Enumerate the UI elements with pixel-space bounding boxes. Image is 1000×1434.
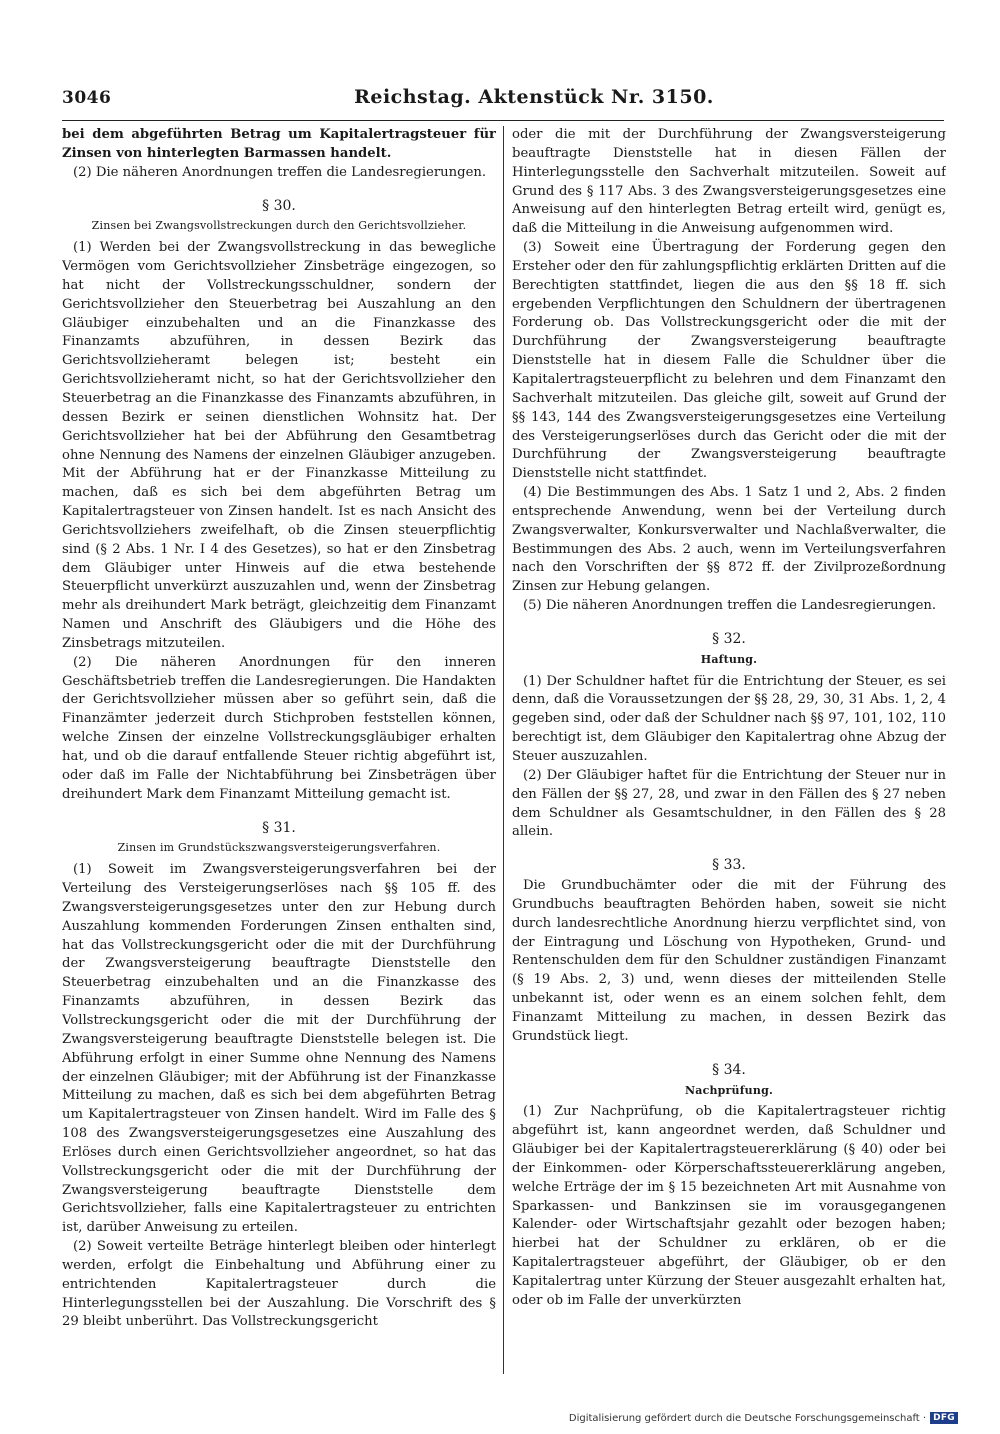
paragraph: (2) Soweit verteilte Beträge hinterlegt bleiben oder hinterlegt werden, erfolgt die Einbehaltung und Abführung einer zu entrichtenden Kapitalertragsteuer durch die Hinterlegungsstellen bei der Auszahlung. Die Vorschrift des § 29 bleibt unberührt. Das Vollstreckungsgericht (62, 1239, 496, 1330)
paragraph: (3) Soweit eine Übertragung der Forderung gegen den Ersteher oder den für zahlungspflichtig erklärten Dritten auf die Berechtigten stattfindet, liegen die aus den §§ 18 ff. sich ergebenden Verpflichtungen den Schuldnern der übertragenen Forderung ob. Das Vollstreckungsgericht oder die mit der Durchführung der Zwangsversteigerung beauftragte Dienststelle hat in diesem Falle die Schuldner über die Kapitalertragsteuerpflicht zu belehren und dem Finanzamt den Sachverhalt mitzuteilen. Das gleiche gilt, soweit auf Grund der §§ 143, 144 des Zwangsversteigerungsgesetzes eine Verteilung des Versteigerungserlöses durch das Gericht oder die mit der Durchführung der Zwangsversteigerung beauftragte Dienststelle nicht stattfindet. (512, 240, 946, 482)
digitization-footer (569, 1412, 958, 1424)
paragraph: (1) Zur Nachprüfung, ob die Kapitalertragsteuer richtig abgeführt ist, kann angeordnet werden, daß Schuldner und Gläubiger bei der Kapitalertragsteuererklärung (§ 40) oder bei der Einkommen- oder Körperschaftssteuererklärung angeben, welche Erträge der im § 15 bezeichneten Art mit Ausnahme von Sparkassen- und Bankzinsen sie im vorausgegangenen Kalender- oder Wirtschaftsjahr gezahlt oder bezogen haben; hierbei hat der Schuldner zu erklären, ob er die Kapitalertragsteuer abgeführt, der Gläubiger, ob er den Kapitalertrag unter Kürzung der Steuer ausgezahlt erhalten hat, oder ob im Falle der unverkürzten (512, 1104, 946, 1308)
page-number: 3046 (62, 88, 112, 108)
section-heading-30: § 30. (262, 197, 296, 214)
paragraph: (4) Die Bestimmungen des Abs. 1 Satz 1 und 2, Abs. 2 finden entsprechende Anwendung, wenn bei der Verteilung durch Zwangsverwalter, Konkursverwalter und Nachlaßverwalter, die Bestimmungen des Abs. 2 auch, wenn im Verteilungsverfahren nach den Vorschriften der §§ 872 ff. der Zivilprozeßordnung Zinsen zur Hebung gelangen. (512, 485, 946, 595)
paragraph: (1) Soweit im Zwangsversteigerungsverfahren bei der Verteilung des Versteigerungserlöses nach §§ 105 ff. des Zwangsversteigerungsgesetzes unter den zur Hebung durch Auszahlung kommenden Forderungen Zinsen enthalten sind, hat das Vollstreckungsgericht oder die mit der Durchführung der Zwangsversteigerung beauftragte Dienststelle den Steuerbetrag einzubehalten und an die Finanzkasse des Finanzamts abzuführen, in dessen Bezirk das Vollstreckungsgericht oder die mit der Durchführung der Zwangsversteigerung beauftragte Dienststelle belegen ist. Die Abführung erfolgt in einer Summe ohne Nennung des Namens der einzelnen Gläubiger; mit der Abführung ist der Finanzkasse Mitteilung zu machen, daß es sich bei dem abgeführten Betrag um Kapitalertragsteuer von Zinsen handelt. Wird im Falle des § 108 des Zwangsversteigerungsgesetzes eine Auszahlung des Erlöses durch einen Gerichtsvollzieher angeordnet, so hat das Vollstreckungsgericht oder die mit der Durchführung der Zwangsversteigerung beauftragte Dienststelle dem Gerichtsvollzieher, falls eine Kapitalertragsteuer zu entrichten ist, darüber Anweisung zu erteilen. (62, 862, 496, 1236)
section-heading-32: § 32. (712, 630, 746, 647)
paragraph: (2) Die näheren Anordnungen treffen die Landesregierungen. (73, 164, 487, 180)
paragraph: (5) Die näheren Anordnungen treffen die Landesregierungen. (523, 598, 937, 614)
header-rule (62, 120, 944, 121)
section-heading-31: § 31. (262, 819, 296, 836)
section-title-34: Nachprüfung. (684, 1083, 773, 1097)
column-divider (503, 126, 504, 1374)
dfg-logo-icon: DFG (930, 1412, 958, 1424)
section-title-30: Zinsen bei Zwangsvollstreckungen durch den Gerichtsvollzieher. (91, 219, 467, 233)
paragraph: (1) Werden bei der Zwangsvollstreckung in das bewegliche Vermögen vom Gerichtsvollzieher Zinsbeträge eingezogen, so hat nicht der Vollstreckungsschuldner, sondern der Gerichtsvollzieher den Steuerbetrag bei Auszahlung an den Gläubiger einzubehalten und an die Finanzkasse des Finanzamts abzuführen, in dessen Bezirk das Gerichtsvollzieheramt belegen ist; besteht ein Gerichtsvollzieheramt nicht, so hat der Gerichtsvollzieher den Steuerbetrag an die Finanzkasse des Finanzamts abzuführen, in dessen Bezirk er seinen dienstlichen Wohnsitz hat. Der Gerichtsvollzieher hat bei der Abführung den Gesamtbetrag ohne Nennung des Namens der einzelnen Gläubiger anzugeben. Mit der Abführung hat er der Finanzkasse Mitteilung zu machen, daß es sich bei dem abgeführten Betrag um Kapitalertragsteuer von Zinsen handelt. Ist es nach Ansicht des Gerichtsvollziehers zweifelhaft, ob die Zinsen steuerpflichtig sind (§ 2 Abs. 1 Nr. I 4 des Gesetzes), so hat er den Zinsbetrag dem Gläubiger unter Hinweis auf die etwa bestehende Steuerpflicht unverkürzt auszuzahlen und, wenn der Zinsbetrag mehr als dreihundert Mark beträgt, gleichzeitig dem Finanzamt Namen und Anschrift des Gläubigers und die Höhe des Zinsbetrags mitzuteilen. (62, 240, 496, 651)
paragraph: (2) Der Gläubiger haftet für die Entrichtung der Steuer nur in den Fällen der §§ 27, 28, und zwar in den Fällen des § 27 neben dem Schuldner als Gesamtschuldner, in den Fällen des § 28 allein. (512, 767, 946, 840)
section-heading-34: § 34. (712, 1061, 746, 1078)
section-title-32: Haftung. (700, 652, 758, 666)
section-title-31: Zinsen im Grundstückszwangsversteigerungsverfahren. (117, 841, 441, 855)
footer-text: Digitalisierung gefördert durch die Deutsche Forschungsgemeinschaft · (568, 1412, 927, 1424)
page-header (62, 86, 946, 118)
paragraph: Die Grundbuchämter oder die mit der Führung des Grundbuchs beauftragten Behörden haben, soweit sie nicht durch landesrechtliche Anordnung hierzu verpflichtet sind, von der Eintragung und Löschung von Hypotheken, Grund- und Rentenschulden dem für den Schuldner zuständigen Finanzamt (§ 19 Abs. 2, 3) und, wenn dieses der mitteilenden Stelle unbekannt ist, oder wenn es an einem solchen fehlt, dem Finanzamt Mitteilung zu machen, in dessen Bezirk das Grundstück liegt. (512, 878, 946, 1044)
paragraph-continuation: oder die mit der Durchführung der Zwangsversteigerung beauftragte Dienststelle hat in diesen Fällen der Hinterlegungsstelle den Sachverhalt mitzuteilen. Soweit auf Grund des § 117 Abs. 3 des Zwangsversteigerungsgesetzes eine Anweisung auf den hinterlegten Betrag erteilt wird, genügt es, daß die Mitteilung in die Anweisung aufgenommen wird. (512, 127, 946, 237)
section-heading-33: § 33. (712, 857, 746, 874)
paragraph-continuation: bei dem abgeführten Betrag um Kapitalertragsteuer für Zinsen von hinterlegten Barmassen handelt. (62, 127, 496, 161)
right-column (512, 126, 946, 1374)
left-column (62, 126, 496, 1374)
paragraph: (2) Die näheren Anordnungen für den inneren Geschäftsbetrieb treffen die Landesregierungen. Die Handakten der Gerichtsvollzieher müssen aber so geführt sein, daß die Finanzämter jederzeit durch Stichproben feststellen können, welche Zinsen der einzelne Vollstreckungsgläubiger erhalten hat, und ob die darauf entfallende Steuer richtig abgeführt ist, oder daß im Falle der Nichtabführung bei Zinsbeträgen über dreihundert Mark dem Finanzamt Mitteilung gemacht ist. (62, 654, 496, 802)
paragraph: (1) Der Schuldner haftet für die Entrichtung der Steuer, es sei denn, daß die Voraussetzungen der §§ 28, 29, 30, 31 Abs. 1, 2, 4 gegeben sind, oder daß der Schuldner nach §§ 97, 101, 102, 110 berechtigt ist, dem Gläubiger den Kapitalertrag ohne Abzug der Steuer auszuzahlen. (512, 673, 946, 764)
running-title: Reichstag. Aktenstück Nr. 3150. (354, 86, 714, 108)
